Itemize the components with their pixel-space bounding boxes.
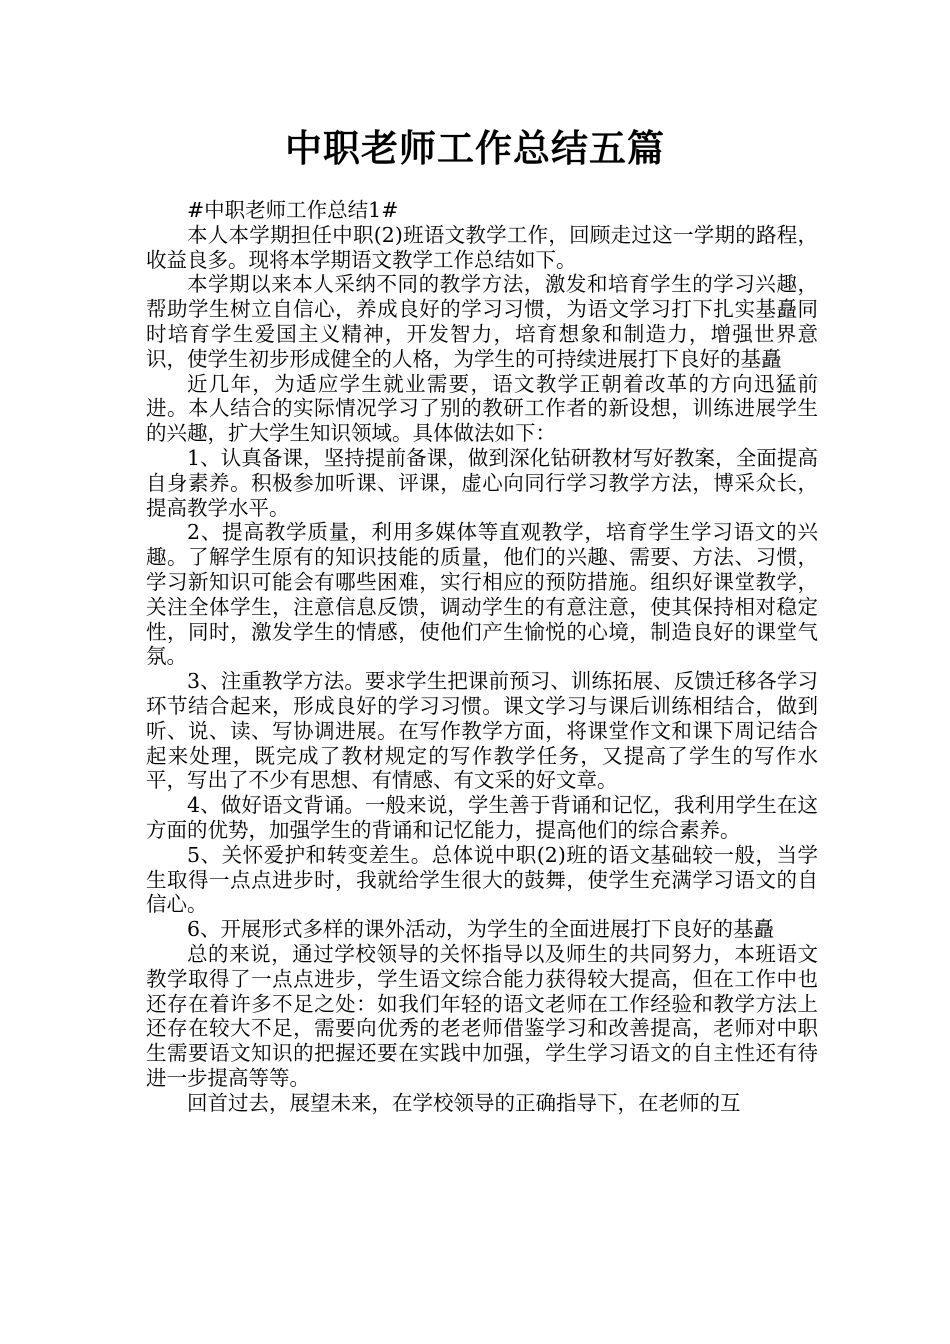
document-body bbox=[146, 198, 818, 1115]
paragraph-item-1: 1、认真备课，坚持提前备课，做到深化钻研教材写好教案，全面提高自身素养。积极参加听课、评课，虚心向同行学习教学方法，博采众长，提高教学水平。 bbox=[146, 445, 818, 520]
paragraph-item-3: 3、注重教学方法。要求学生把课前预习、训练拓展、反馈迁移各学习环节结合起来，形成良好的学习习惯。课文学习与课后训练相结合，做到听、说、读、写协调进展。在写作教学方面，将课堂作文和课下周记结合起来处理，既完成了教材规定的写作教学任务，又提高了学生的写作水平，写出了不少有思想、有情感、有文采的好文章。 bbox=[146, 669, 818, 793]
document-title: 中职老师工作总结五篇 bbox=[285, 127, 665, 170]
paragraph-outlook: 回首过去，展望未来，在学校领导的正确指导下，在老师的互 bbox=[187, 1090, 741, 1115]
paragraph-summary: 总的来说，通过学校领导的关怀指导以及师生的共同努力，本班语文教学取得了一点点进步，学生语文综合能力获得较大提高，但在工作中也还存在着许多不足之处：如我们年轻的语文老师在工作经验和教学方法上还存在较大不足，需要向优秀的老老师借鉴学习和改善提高，老师对中职生需要语文知识的把握还要在实践中加强，学生学习语文的自主性还有待进一步提高等等。 bbox=[146, 941, 818, 1090]
section-heading: #中职老师工作总结1# bbox=[187, 198, 399, 222]
paragraph-item-6: 6、开展形式多样的课外活动，为学生的全面进展打下良好的基矗 bbox=[187, 917, 775, 942]
paragraph-methods: 本学期以来本人采纳不同的教学方法，激发和培育学生的学习兴趣，帮助学生树立自信心，养成良好的学习习惯，为语文学习打下扎实基矗同时培育学生爱国主义精神，开发智力，培育想象和制造力，增强世界意识，使学生初步形成健全的人格，为学生的可持续进展打下良好的基矗 bbox=[146, 272, 818, 371]
paragraph-item-5: 5、关怀爱护和转变差生。总体说中职(2)班的语文基础较一般，当学生取得一点点进步时，我就给学生很大的鼓舞，使学生充满学习语文的自信心。 bbox=[146, 842, 818, 917]
paragraph-item-2: 2、提高教学质量，利用多媒体等直观教学，培育学生学习语文的兴趣。了解学生原有的知识技能的质量，他们的兴趣、需要、方法、习惯，学习新知识可能会有哪些困难，实行相应的预防措施。组织好课堂教学，关注全体学生，注意信息反馈，调动学生的有意注意，使其保持相对稳定性，同时，激发学生的情感，使他们产生愉悦的心境，制造良好的课堂气氛。 bbox=[146, 520, 818, 669]
paragraph-item-4: 4、做好语文背诵。一般来说，学生善于背诵和记忆，我利用学生在这方面的优势，加强学生的背诵和记忆能力，提高他们的综合素养。 bbox=[146, 793, 818, 842]
paragraph-intro: 本人本学期担任中职(2)班语文教学工作，回顾走过这一学期的路程，收益良多。现将本学期语文教学工作总结如下。 bbox=[146, 222, 818, 272]
paragraph-reform: 近几年，为适应学生就业需要，语文教学正朝着改革的方向迅猛前进。本人结合的实际情况学习了别的教研工作者的新设想，训练进展学生的兴趣，扩大学生知识领域。具体做法如下： bbox=[146, 371, 818, 446]
